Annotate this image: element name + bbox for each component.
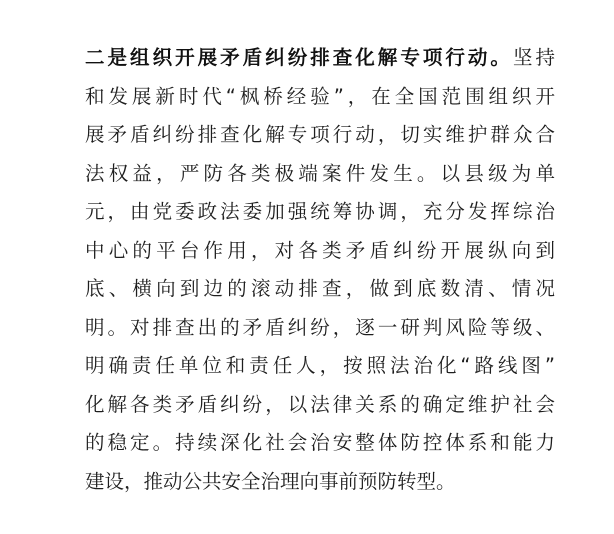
paragraph-line: 和发展新时代“枫桥经验”，在全国范围组织开 [85, 84, 555, 108]
paragraph-line: 展矛盾纠纷排查化解专项行动，切实维护群众合 [85, 123, 555, 146]
paragraph-line: 中心的平台作用，对各类矛盾纠纷开展纵向到 [85, 238, 555, 262]
paragraph-line: 明确责任单位和责任人，按照法治化“路线图” [85, 354, 555, 377]
paragraph-line: 化解各类矛盾纠纷，以法律关系的确定维护社会 [85, 392, 555, 416]
paragraph-line: 元，由党委政法委加强统筹协调，充分发挥综治 [85, 200, 555, 223]
paragraph-line: 的稳定。持续深化社会治安整体防控体系和能力 [85, 431, 555, 454]
paragraph-line: 法权益，严防各类极端案件发生。以县级为单 [85, 161, 555, 185]
article-paragraph [85, 39, 555, 501]
paragraph-line [85, 39, 555, 78]
lead-heading: 二是组织开展矛盾纠纷排查化解专项行动。 [85, 46, 513, 69]
paragraph-line: 明。对排查出的矛盾纠纷，逐一研判风险等级、 [85, 315, 555, 339]
paragraph-line: 建设，推动公共安全治理向事前预防转型。 [85, 469, 456, 493]
line-text: 坚持 [512, 46, 555, 69]
paragraph-line: 底、横向到边的滚动排查，做到底数清、情况 [85, 277, 555, 300]
